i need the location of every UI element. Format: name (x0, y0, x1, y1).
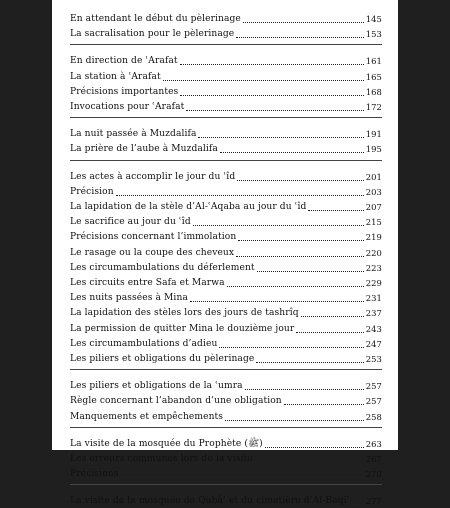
toc-entry-title: La visite de la mosquée de Qubâ’ et du cimetière d’Al-Baqîʿ (70, 496, 350, 507)
toc-entry-page-number: 168 (365, 86, 382, 97)
toc-entry[interactable] (70, 230, 382, 244)
toc-entry-title: La lapidation des stèles lors des jours de tashrîq (70, 308, 299, 319)
toc-entry-title: Les piliers et obligations du pèlerinage (70, 354, 255, 364)
toc-entry[interactable] (70, 100, 382, 114)
toc-entry-page-number: 220 (365, 247, 382, 258)
toc-entry-title: Précision (70, 186, 114, 197)
toc-entry-title: Manquements et empêchements (70, 411, 224, 422)
toc-entry-page-number: 145 (365, 14, 382, 24)
toc-entry-title: Les erreurs communes lors de la visite (70, 454, 253, 464)
toc-entry-title: La visite de la mosquée du Prophète (ﷺ) (70, 438, 263, 449)
toc-entry-page-number: 201 (365, 171, 382, 182)
section-divider (70, 484, 382, 485)
toc-entry-title: Les circumambulations d’adieu (70, 338, 218, 349)
toc-entry-title: La lapidation de la stèle d’Al-ʿAqaba au jour du ʿîd (70, 202, 307, 212)
toc-entry[interactable] (70, 437, 382, 451)
toc-entry-page-number: 237 (365, 308, 382, 319)
dot-leader (296, 331, 363, 333)
toc-entry[interactable] (70, 352, 382, 366)
toc-entry-page-number: 223 (365, 262, 382, 273)
toc-entry-title: Les circumambulations du déferlement (70, 262, 255, 273)
dot-leader (180, 94, 363, 96)
toc-entry[interactable] (70, 170, 382, 184)
toc-entry-page-number: 257 (365, 381, 382, 392)
toc-entry-page-number: 263 (365, 438, 382, 449)
toc-entry[interactable] (70, 27, 382, 41)
toc-entry-page-number: 258 (365, 411, 382, 422)
toc-entry[interactable] (70, 185, 382, 199)
toc-entry-page-number: 229 (365, 278, 382, 288)
toc-entry[interactable] (70, 410, 382, 424)
toc-entry-title: La prière de l’aube à Muzdalifa (70, 144, 218, 155)
dot-leader (243, 21, 364, 23)
toc-entry-title: Invocations pour ʿArafat (70, 102, 185, 112)
dot-leader (245, 388, 364, 390)
toc-entry-page-number: 231 (365, 293, 382, 304)
toc-entry[interactable] (70, 467, 382, 481)
toc-entry-title: En direction de ʿArafat (70, 56, 178, 67)
toc-entry[interactable] (70, 54, 382, 68)
toc-entry-title: La permission de quitter Mina le douzième jour (70, 323, 295, 334)
toc-entry-page-number: 257 (365, 396, 382, 407)
dot-leader (120, 476, 363, 478)
dot-leader (225, 419, 364, 421)
toc-entry-title: Précisions concernant l’immolation (70, 232, 237, 243)
dot-leader (219, 346, 363, 348)
toc-entry-title: Le rasage ou la coupe des cheveux (70, 247, 235, 258)
section-divider (70, 44, 382, 45)
toc-entry[interactable] (70, 379, 382, 393)
toc-entry[interactable] (70, 70, 382, 84)
toc-entry-title: Précisions (70, 469, 119, 480)
section-divider (70, 160, 382, 161)
toc-entry-page-number: 215 (365, 217, 382, 228)
toc-entry-title: Précisions importantes (70, 86, 179, 97)
dot-leader (308, 209, 363, 211)
toc-entry[interactable] (70, 306, 382, 320)
toc-entry[interactable] (70, 494, 382, 508)
dot-leader (352, 503, 364, 505)
toc-entry-page-number: 270 (365, 469, 382, 480)
toc-entry-title: La sacralisation pour le pèlerinage (70, 29, 235, 40)
dot-leader (180, 63, 364, 65)
toc-entry[interactable] (70, 322, 382, 336)
toc-entry-page-number: 203 (365, 186, 382, 197)
toc-entry[interactable] (70, 127, 382, 141)
toc-entry-title: La nuit passée à Muzdalifa (70, 129, 197, 140)
toc-entry-title: Les actes à accomplir le jour du ʿîd (70, 171, 236, 182)
dot-leader (193, 224, 364, 226)
toc-entry-page-number: 219 (365, 232, 382, 243)
dot-leader (256, 361, 363, 363)
dot-leader (198, 136, 363, 138)
toc-entry-page-number: 207 (365, 202, 382, 212)
toc-entry[interactable] (70, 276, 382, 290)
dot-leader (163, 79, 364, 81)
toc-entry-page-number: 165 (365, 71, 382, 82)
toc-entry-title: Règle concernant l’abandon d’une obligation (70, 396, 282, 407)
toc-entry-title: Le sacrifice au jour du ʿîd (70, 217, 191, 228)
toc-entry-page-number: 153 (365, 29, 382, 40)
toc-entry-page-number: 195 (365, 144, 382, 155)
dot-leader (236, 255, 364, 257)
toc-entry[interactable] (70, 12, 382, 26)
toc-entry-title: La station à ʿArafat (70, 71, 161, 82)
dot-leader (186, 109, 363, 111)
section-divider (70, 369, 382, 370)
toc-entry[interactable] (70, 200, 382, 214)
section-divider (70, 427, 382, 428)
toc-entry-page-number: 277 (365, 496, 382, 507)
toc-entry[interactable] (70, 291, 382, 305)
toc-entry[interactable] (70, 394, 382, 408)
dot-leader (238, 239, 363, 241)
toc-entry[interactable] (70, 337, 382, 351)
toc-entry-page-number: 247 (365, 338, 382, 349)
dot-leader (236, 36, 363, 38)
dot-leader (257, 270, 364, 272)
dot-leader (220, 151, 364, 153)
toc-entry-title: Les nuits passées à Mina (70, 293, 188, 304)
dot-leader (284, 403, 364, 405)
toc-entry-title: En attendant le début du pèlerinage (70, 14, 241, 24)
toc-entry-title: Les circuits entre Safa et Marwa (70, 278, 225, 288)
dot-leader (265, 446, 364, 448)
dot-leader (190, 300, 364, 302)
toc-entry-page-number: 267 (365, 454, 382, 464)
toc-entry[interactable] (70, 452, 382, 466)
dot-leader (255, 461, 364, 463)
toc-entry[interactable] (70, 246, 382, 260)
toc-entry[interactable] (70, 85, 382, 99)
dot-leader (116, 194, 364, 196)
toc-entry-page-number: 191 (365, 129, 382, 140)
toc-entry[interactable] (70, 261, 382, 275)
dot-leader (227, 285, 364, 287)
toc-entry-page-number: 253 (365, 354, 382, 364)
dot-leader (237, 179, 363, 181)
toc-entry[interactable] (70, 142, 382, 156)
toc-entry[interactable] (70, 215, 382, 229)
toc-entry-title: Les piliers et obligations de la ʿumra (70, 381, 243, 392)
toc-entry-page-number: 243 (365, 323, 382, 334)
section-divider (70, 117, 382, 118)
book-page (52, 0, 398, 507)
toc-entry-page-number: 172 (365, 102, 382, 112)
toc-entry-page-number: 161 (365, 56, 382, 67)
dot-leader (301, 315, 364, 317)
